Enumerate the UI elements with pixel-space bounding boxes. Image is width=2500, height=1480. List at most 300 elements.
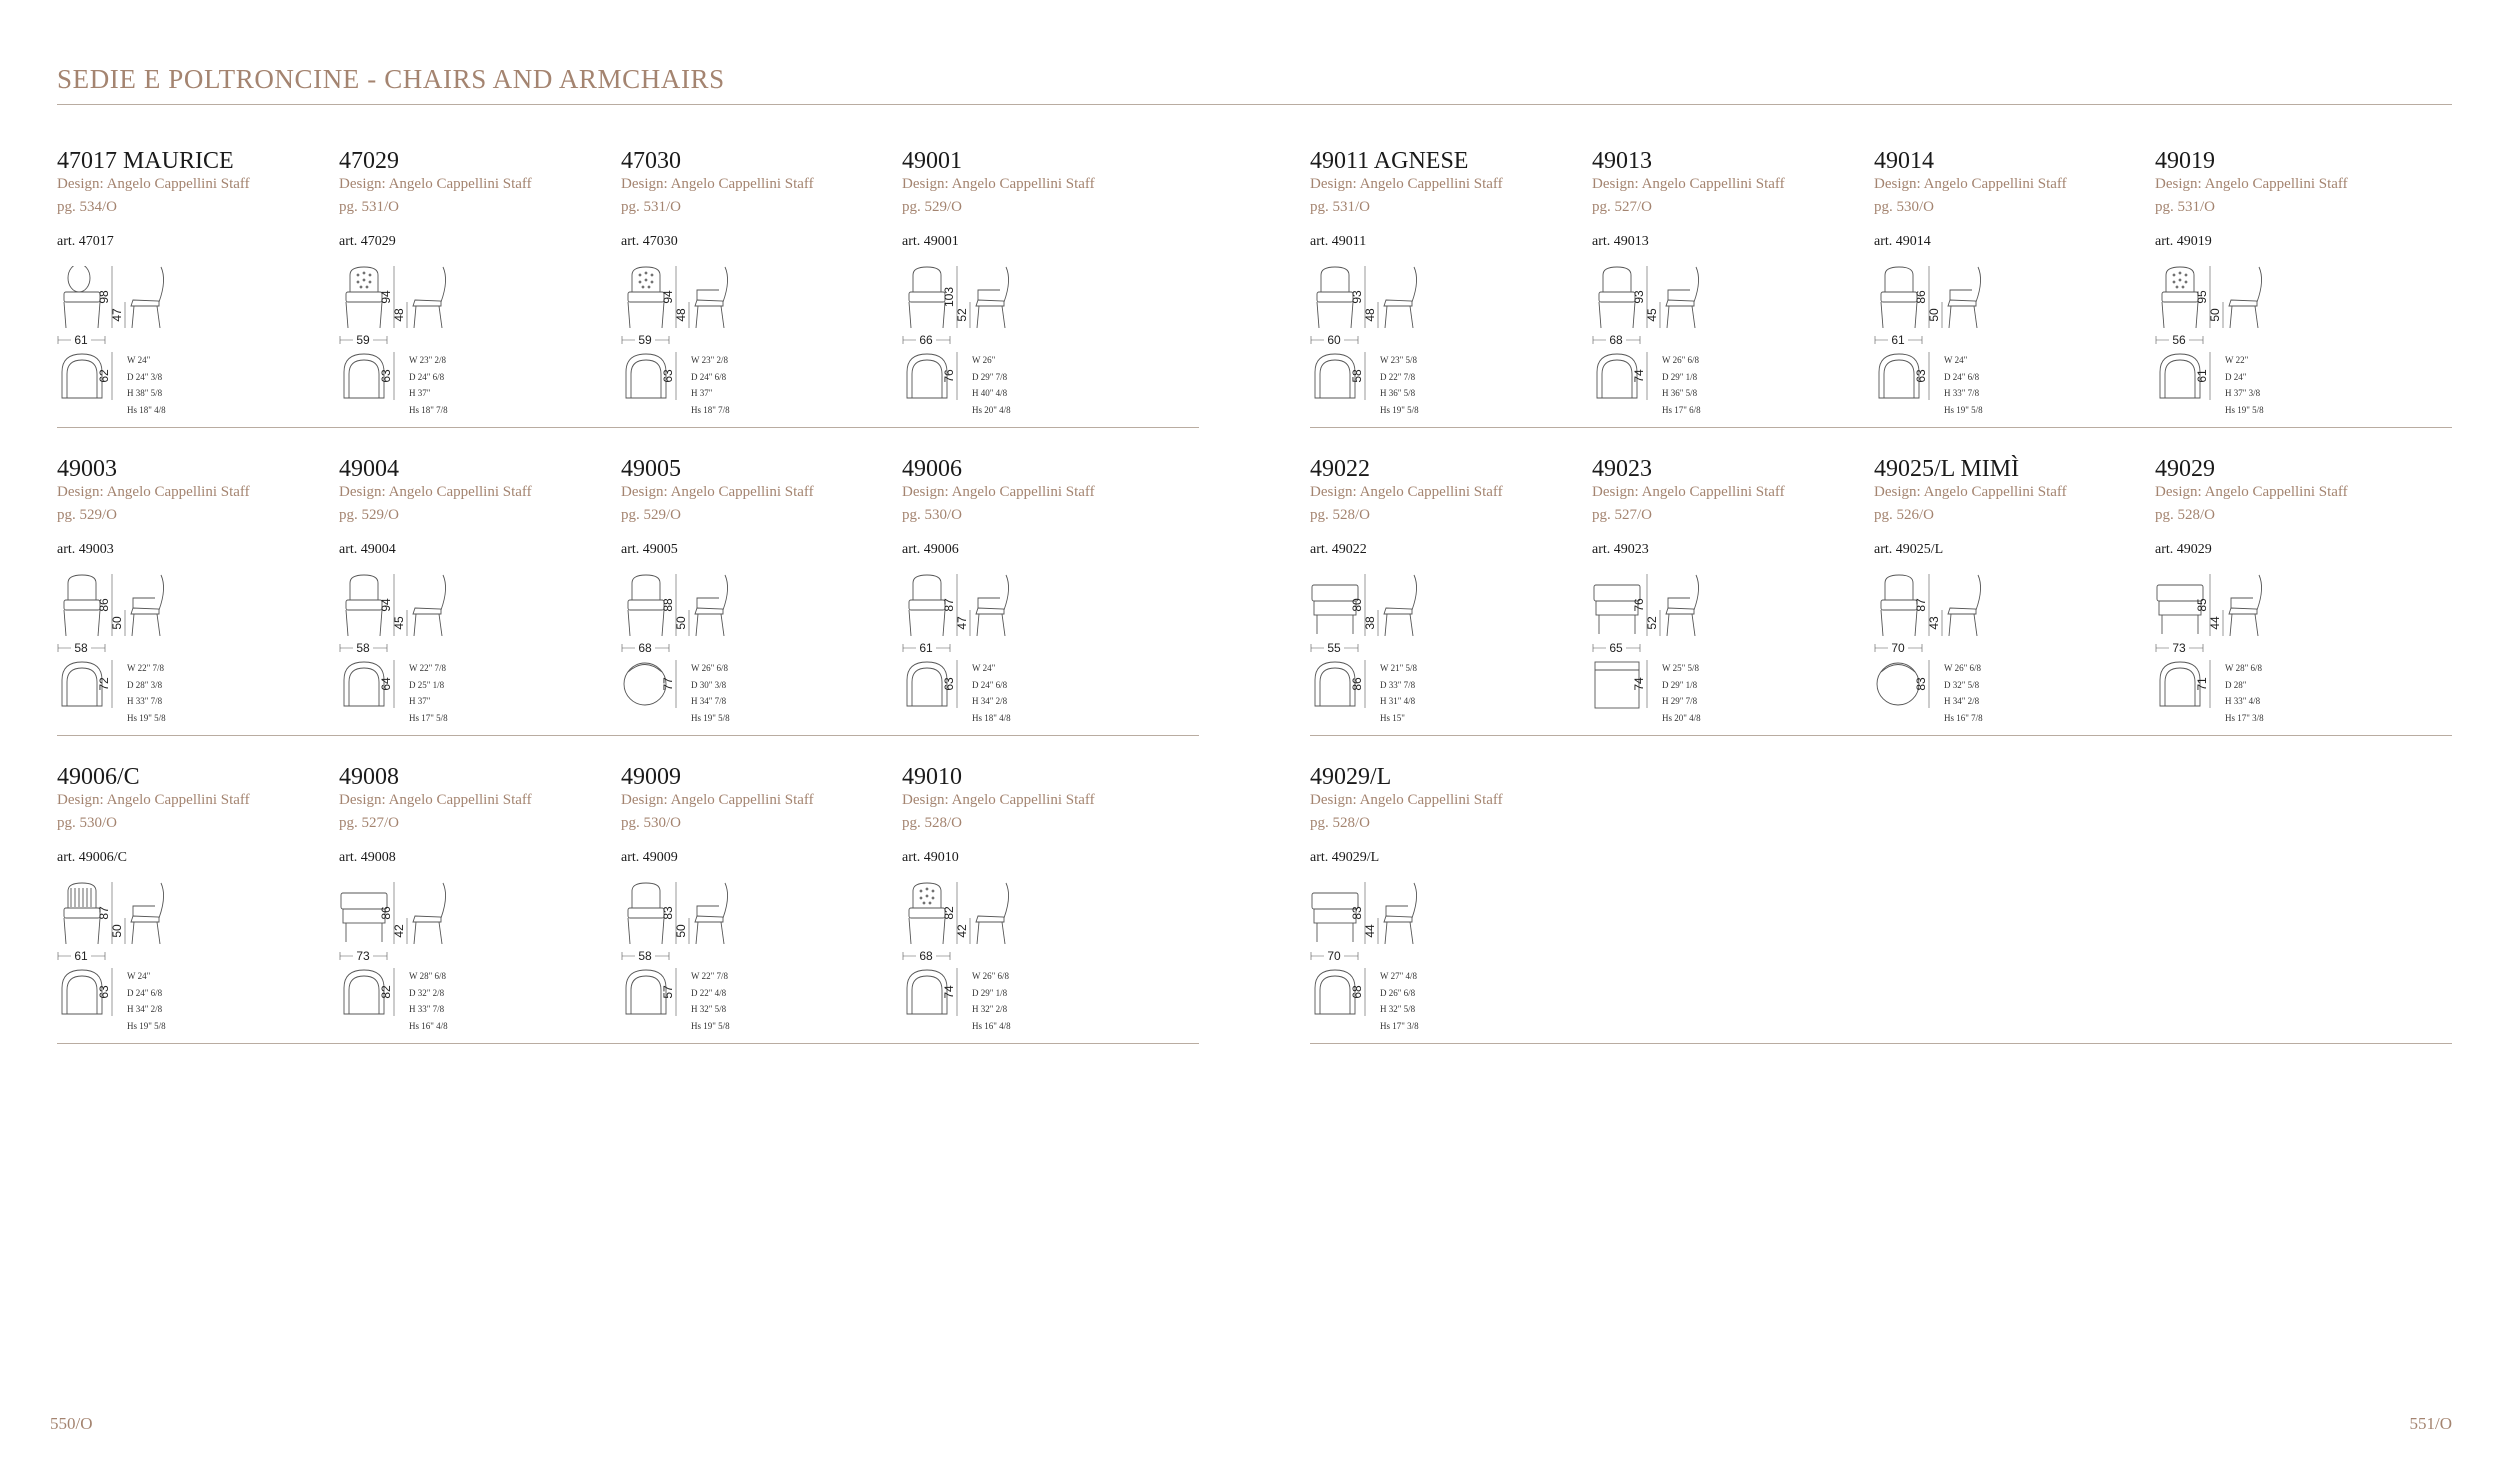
width-dimension: 59 [638,333,652,347]
product-card [902,764,1172,1034]
chair-plan-icon [62,970,102,1014]
dimension-line: H 32" 5/8 [691,1004,727,1014]
dimension-line: D 32" 5/8 [1944,679,1980,690]
page-reference: pg. 531/O [2155,199,2215,215]
dimension-line: D 24" 6/8 [409,371,445,382]
dimension-line: W 26" 6/8 [972,971,1010,981]
page-reference: pg. 528/O [2155,507,2215,523]
chair-side-icon [1666,575,1699,636]
catalog-row [57,736,1199,1044]
product-code: 49022 [1310,456,1370,482]
chair-plan-icon [907,662,947,706]
product-code: 49029 [2155,456,2215,482]
height-dimension: 95 [2195,290,2209,304]
product-code: 49013 [1592,148,1652,174]
dimension-line: H 33" 7/8 [127,696,163,706]
height-dimension: 98 [97,290,111,304]
width-dimension: 73 [356,949,370,963]
product-card [339,764,609,1034]
product-code: 49029/L [1310,764,1392,790]
dimension-list [1380,352,1419,418]
height-dimension: 93 [1350,290,1364,304]
height-dimension: 83 [1350,906,1364,920]
seat-height-dimension: 48 [1363,308,1377,322]
catalog-row [1310,120,2452,428]
depth-dimension: 83 [1914,677,1928,691]
dimension-line: D 29" 1/8 [972,987,1008,998]
product-card [1874,148,2144,418]
depth-dimension: 63 [942,677,956,691]
chair-plan-icon [62,354,102,398]
chair-side-icon [131,883,164,944]
designer-label: Design: Angelo Cappellini Staff [1874,176,2067,192]
product-card [621,456,891,726]
seat-height-dimension: 47 [110,308,124,322]
depth-dimension: 61 [2195,369,2209,383]
chair-front-icon [346,575,382,636]
dimension-line: W 28" 6/8 [2225,663,2263,673]
dimension-line: D 28" [2225,679,2247,690]
article-number: art. 49004 [339,542,396,557]
chair-plan-icon [62,662,102,706]
product-card [1310,456,1580,726]
left-page [57,120,1199,1044]
article-number: art. 49019 [2155,234,2212,249]
catalog-row [57,428,1199,736]
designer-label: Design: Angelo Cappellini Staff [57,792,250,808]
height-dimension: 87 [97,906,111,920]
dimension-line: H 37" [691,388,713,398]
designer-label: Design: Angelo Cappellini Staff [339,792,532,808]
dimension-line: D 26" 6/8 [1380,987,1416,998]
dimension-line: W 21" 5/8 [1380,663,1418,673]
dimension-line: W 23" 5/8 [1380,355,1418,365]
product-code: 49025/L MIMÌ [1874,456,2020,482]
product-card [1592,456,1862,726]
designer-label: Design: Angelo Cappellini Staff [2155,484,2348,500]
dimension-line: Hs 17" 3/8 [1380,1020,1419,1031]
dimension-line: H 33" 7/8 [409,1004,445,1014]
depth-dimension: 74 [942,985,956,999]
product-card [2155,148,2425,418]
dimension-line: D 25" 1/8 [409,679,445,690]
product-code: 49008 [339,764,399,790]
product-code: 49006 [902,456,962,482]
chair-front-icon [909,267,945,328]
designer-label: Design: Angelo Cappellini Staff [57,484,250,500]
product-code: 47017 MAURICE [57,148,234,174]
dimension-line: D 24" [2225,371,2247,382]
product-code: 49014 [1874,148,1934,174]
height-dimension: 87 [942,598,956,612]
chair-front-icon [346,267,382,328]
product-code: 49001 [902,148,962,174]
product-code: 47030 [621,148,681,174]
depth-dimension: 71 [2195,677,2209,691]
article-number: art. 49010 [902,850,959,865]
article-number: art. 49008 [339,850,396,865]
dimension-line: D 29" 1/8 [1662,371,1698,382]
dimension-line: H 33" 4/8 [2225,696,2261,706]
chair-side-icon [1384,883,1417,944]
dimension-line: Hs 18" 7/8 [409,404,448,415]
seat-height-dimension: 52 [1645,616,1659,630]
chair-side-icon [976,575,1009,636]
article-number: art. 49001 [902,234,959,249]
dimension-line: D 22" 7/8 [1380,371,1416,382]
depth-dimension: 68 [1350,985,1364,999]
dimension-line: W 28" 6/8 [409,971,447,981]
article-number: art. 49009 [621,850,678,865]
dimension-line: Hs 17" 5/8 [409,712,448,723]
height-dimension: 86 [1914,290,1928,304]
chair-side-icon [1384,575,1417,636]
catalog-row [1310,428,2452,736]
chair-plan-icon [2160,354,2200,398]
chair-side-icon [1948,267,1981,328]
width-dimension: 68 [638,641,652,655]
product-code: 49023 [1592,456,1652,482]
chair-side-icon [976,267,1009,328]
height-dimension: 103 [942,286,956,308]
dimension-list [1662,352,1701,418]
dimension-list [691,352,730,418]
designer-label: Design: Angelo Cappellini Staff [621,792,814,808]
product-card [1592,148,1862,418]
width-dimension: 61 [74,949,88,963]
chair-side-icon [1948,575,1981,636]
dimension-line: W 23" 2/8 [409,355,447,365]
seat-height-dimension: 45 [1645,308,1659,322]
product-code: 47029 [339,148,399,174]
dimension-line: W 24" [127,355,151,365]
dimension-line: W 26" 6/8 [1662,355,1700,365]
dimension-list [691,660,730,726]
dimension-line: Hs 20" 4/8 [1662,712,1701,723]
page-reference: pg. 528/O [1310,815,1370,831]
article-number: art. 47029 [339,234,396,249]
chair-side-icon [2229,575,2262,636]
dimension-list [1380,968,1419,1034]
dimension-list [2225,352,2264,418]
depth-dimension: 74 [1632,369,1646,383]
page-reference: pg. 530/O [57,815,117,831]
width-dimension: 66 [919,333,933,347]
dimension-line: Hs 19" 5/8 [691,712,730,723]
seat-height-dimension: 50 [110,616,124,630]
chair-plan-icon [1315,970,1355,1014]
dimension-line: H 32" 2/8 [972,1004,1008,1014]
width-dimension: 60 [1327,333,1341,347]
page-reference: pg. 529/O [621,507,681,523]
chair-plan-icon [1877,663,1919,705]
seat-height-dimension: 44 [1363,924,1377,938]
dimension-line: D 29" 1/8 [1662,679,1698,690]
seat-height-dimension: 38 [1363,616,1377,630]
article-number: art. 49006/C [57,850,127,865]
designer-label: Design: Angelo Cappellini Staff [621,484,814,500]
dimension-list [1944,660,1983,726]
page-reference: pg. 531/O [339,199,399,215]
section-title: SEDIE E POLTRONCINE - CHAIRS AND ARMCHAIRS [57,64,725,94]
dimension-line: D 33" 7/8 [1380,679,1416,690]
dimension-line: D 22" 4/8 [691,987,727,998]
height-dimension: 94 [379,598,393,612]
designer-label: Design: Angelo Cappellini Staff [1592,176,1785,192]
seat-height-dimension: 45 [392,616,406,630]
product-code: 49011 AGNESE [1310,148,1469,174]
chair-plan-icon [624,663,666,705]
width-dimension: 58 [356,641,370,655]
width-dimension: 73 [2172,641,2186,655]
designer-label: Design: Angelo Cappellini Staff [1592,484,1785,500]
dimension-line: Hs 19" 5/8 [691,1020,730,1031]
dimension-line: D 24" 6/8 [691,371,727,382]
page-reference: pg. 526/O [1874,507,1934,523]
dimension-list [409,352,448,418]
dimension-line: H 36" 5/8 [1380,388,1416,398]
depth-dimension: 72 [97,677,111,691]
designer-label: Design: Angelo Cappellini Staff [902,792,1095,808]
product-card [902,148,1172,418]
page-reference: pg. 527/O [339,815,399,831]
chair-plan-icon [344,354,384,398]
dimension-line: Hs 15" [1380,712,1405,723]
chair-front-icon [1881,575,1917,636]
right-page [1310,120,2452,1044]
product-card [621,148,891,418]
chair-front-icon [2162,267,2198,328]
width-dimension: 68 [1609,333,1623,347]
height-dimension: 88 [661,598,675,612]
width-dimension: 56 [2172,333,2186,347]
width-dimension: 68 [919,949,933,963]
product-code: 49009 [621,764,681,790]
dimension-list [409,660,448,726]
dimension-list [691,968,730,1034]
dimension-line: H 34" 2/8 [127,1004,163,1014]
dimension-line: Hs 16" 7/8 [1944,712,1983,723]
chair-plan-icon [1879,354,1919,398]
designer-label: Design: Angelo Cappellini Staff [339,484,532,500]
height-dimension: 83 [661,906,675,920]
designer-label: Design: Angelo Cappellini Staff [1310,484,1503,500]
product-card [339,148,609,418]
width-dimension: 70 [1891,641,1905,655]
dimension-line: H 29" 7/8 [1662,696,1698,706]
dimension-line: Hs 17" 3/8 [2225,712,2264,723]
page-reference: pg. 530/O [1874,199,1934,215]
chair-plan-icon [1315,354,1355,398]
designer-label: Design: Angelo Cappellini Staff [57,176,250,192]
article-number: art. 49023 [1592,542,1649,557]
chair-plan-icon [907,354,947,398]
chair-front-icon [909,883,945,944]
dimension-line: H 37" [409,696,431,706]
chair-front-icon [628,575,664,636]
dimension-list [1380,660,1417,726]
chair-side-icon [131,267,164,328]
catalog-row [57,120,1199,428]
page-reference: pg. 529/O [902,199,962,215]
chair-plan-icon [907,970,947,1014]
dimension-line: D 24" 6/8 [127,987,163,998]
designer-label: Design: Angelo Cappellini Staff [1310,176,1503,192]
dimension-line: H 33" 7/8 [1944,388,1980,398]
page-reference: pg. 530/O [621,815,681,831]
chair-side-icon [413,575,446,636]
page-reference: pg. 528/O [1310,507,1370,523]
product-card [2155,456,2425,726]
page-reference: pg. 529/O [339,507,399,523]
chair-plan-icon [344,970,384,1014]
product-code: 49003 [57,456,117,482]
chair-side-icon [131,575,164,636]
chair-plan-icon [2160,662,2200,706]
chair-front-icon [628,267,664,328]
designer-label: Design: Angelo Cappellini Staff [339,176,532,192]
chair-front-icon [64,883,100,944]
page-reference: pg. 534/O [57,199,117,215]
dimension-line: W 25" 5/8 [1662,663,1700,673]
designer-label: Design: Angelo Cappellini Staff [902,176,1095,192]
chair-front-icon [64,575,100,636]
height-dimension: 76 [1632,598,1646,612]
page-reference: pg. 528/O [902,815,962,831]
width-dimension: 61 [919,641,933,655]
width-dimension: 61 [74,333,88,347]
dimension-line: Hs 19" 5/8 [127,1020,166,1031]
article-number: art. 47017 [57,234,114,249]
dimension-line: W 26" 6/8 [691,663,729,673]
dimension-line: H 34" 2/8 [972,696,1008,706]
dimension-line: W 22" 7/8 [691,971,729,981]
product-code: 49004 [339,456,399,482]
dimension-line: H 37" [409,388,431,398]
page-reference: pg. 531/O [621,199,681,215]
product-card [57,148,327,418]
dimension-list [127,352,166,418]
chair-side-icon [2229,267,2262,328]
height-dimension: 82 [942,906,956,920]
dimension-line: H 34" 7/8 [691,696,727,706]
chair-side-icon [976,883,1009,944]
dimension-line: D 24" 3/8 [127,371,163,382]
page-number-right: 551/O [2409,1414,2452,1433]
article-number: art. 49014 [1874,234,1931,249]
height-dimension: 86 [379,906,393,920]
dimension-line: Hs 18" 4/8 [127,404,166,415]
dimension-line: Hs 19" 5/8 [127,712,166,723]
height-dimension: 94 [379,290,393,304]
depth-dimension: 63 [97,985,111,999]
chair-front-icon [1881,267,1917,328]
chair-front-icon [909,575,945,636]
seat-height-dimension: 52 [955,308,969,322]
dimension-line: W 22" [2225,355,2249,365]
chair-side-icon [1384,267,1417,328]
dimension-list [972,660,1011,726]
page-reference: pg. 527/O [1592,507,1652,523]
designer-label: Design: Angelo Cappellini Staff [621,176,814,192]
dimension-line: H 36" 5/8 [1662,388,1698,398]
chair-side-icon [413,883,446,944]
dimension-line: H 32" 5/8 [1380,1004,1416,1014]
height-dimension: 80 [1350,598,1364,612]
width-dimension: 58 [638,949,652,963]
dimension-line: H 40" 4/8 [972,388,1008,398]
designer-label: Design: Angelo Cappellini Staff [1874,484,2067,500]
product-card [339,456,609,726]
height-dimension: 85 [2195,598,2209,612]
dimension-line: D 32" 2/8 [409,987,445,998]
dimension-line: W 24" [972,663,996,673]
chair-plan-icon [1597,354,1637,398]
seat-height-dimension: 48 [392,308,406,322]
article-number: art. 49013 [1592,234,1649,249]
width-dimension: 58 [74,641,88,655]
height-dimension: 86 [97,598,111,612]
dimension-line: H 38" 5/8 [127,388,163,398]
product-card [621,764,891,1034]
dimension-line: D 28" 3/8 [127,679,163,690]
seat-height-dimension: 50 [1927,308,1941,322]
depth-dimension: 76 [942,369,956,383]
seat-height-dimension: 50 [110,924,124,938]
dimension-line: Hs 16" 4/8 [409,1020,448,1031]
chair-side-icon [695,267,728,328]
chair-plan-icon [626,354,666,398]
chair-front-icon [64,266,100,328]
product-card [1310,148,1580,418]
dimension-line: H 37" 3/8 [2225,388,2261,398]
chair-front-icon [628,883,664,944]
dimension-line: W 22" 7/8 [409,663,447,673]
dimension-line: W 24" [1944,355,1968,365]
chair-plan-icon [626,970,666,1014]
width-dimension: 70 [1327,949,1341,963]
depth-dimension: 57 [661,985,675,999]
article-number: art. 49006 [902,542,959,557]
chair-front-icon [1599,267,1635,328]
depth-dimension: 63 [661,369,675,383]
product-code: 49019 [2155,148,2215,174]
dimension-line: Hs 20" 4/8 [972,404,1011,415]
depth-dimension: 63 [1914,369,1928,383]
width-dimension: 59 [356,333,370,347]
dimension-line: D 29" 7/8 [972,371,1008,382]
dimension-line: W 27" 4/8 [1380,971,1418,981]
page-reference: pg. 531/O [1310,199,1370,215]
seat-height-dimension: 50 [674,924,688,938]
depth-dimension: 86 [1350,677,1364,691]
product-card [902,456,1172,726]
article-number: art. 49029/L [1310,850,1380,865]
article-number: art. 49003 [57,542,114,557]
dimension-list [1944,352,1983,418]
dimension-list [127,968,166,1034]
product-code: 49010 [902,764,962,790]
seat-height-dimension: 50 [674,616,688,630]
height-dimension: 94 [661,290,675,304]
chair-front-icon [1317,267,1353,328]
dimension-list [2225,660,2264,726]
chair-side-icon [413,267,446,328]
height-dimension: 93 [1632,290,1646,304]
dimension-list [1662,660,1701,726]
section-header [57,64,2452,105]
width-dimension: 61 [1891,333,1905,347]
